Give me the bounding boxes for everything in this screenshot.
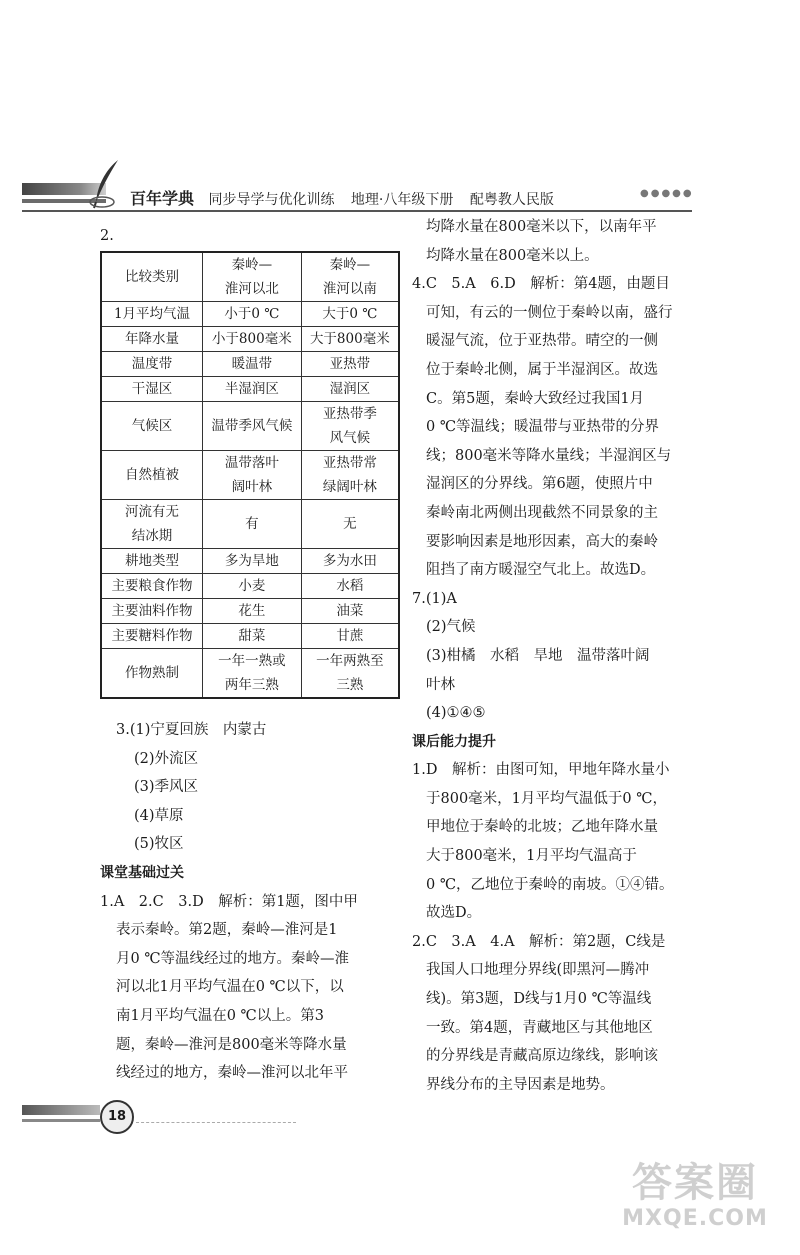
table-cell: 比较类别 bbox=[101, 252, 203, 302]
answer-line: 故选D。 bbox=[426, 905, 482, 922]
comparison-table bbox=[100, 251, 400, 699]
table-cell: 亚热带季 风气候 bbox=[301, 402, 399, 451]
answer-line: 均降水量在800毫米以下，以南年平 bbox=[426, 219, 657, 235]
table-cell: 甘蔗 bbox=[301, 624, 399, 649]
answer-line: (3)柑橘 水稻 旱地 温带落叶阔 bbox=[426, 647, 650, 664]
answer-line: C。第5题，秦岭大致经过我国1月 bbox=[426, 390, 645, 407]
question-3-answers bbox=[100, 716, 406, 1088]
table-row bbox=[101, 451, 399, 500]
watermark bbox=[610, 1160, 780, 1232]
table-row bbox=[101, 599, 399, 624]
answer-line: 南1月平均气温在0 ℃以上。第3 bbox=[116, 1007, 325, 1024]
table-cell: 有 bbox=[203, 500, 302, 549]
table-cell: 秦岭— 淮河以北 bbox=[203, 252, 302, 302]
answer-line: 一致。第4题，青藏地区与其他地区 bbox=[426, 1019, 653, 1036]
table-cell: 自然植被 bbox=[101, 451, 203, 500]
answer-line: 4.C 5.A 6.D 解析：第4题，由题目 bbox=[412, 276, 670, 293]
table-cell: 小麦 bbox=[203, 574, 302, 599]
section-heading-basic: 课堂基础过关 bbox=[100, 864, 184, 881]
table-cell: 温带落叶 阔叶林 bbox=[203, 451, 302, 500]
table-cell: 暖温带 bbox=[203, 352, 302, 377]
table-cell: 作物熟制 bbox=[101, 649, 203, 699]
answer-line: (4)①④⑤ bbox=[426, 705, 486, 722]
table-cell: 河流有无 结冰期 bbox=[101, 500, 203, 549]
table-cell: 小于0 ℃ bbox=[203, 302, 302, 327]
table-cell: 大于800毫米 bbox=[301, 327, 399, 352]
table-cell: 水稻 bbox=[301, 574, 399, 599]
answer-line: (5)牧区 bbox=[134, 836, 184, 853]
table-cell: 一年两熟至 三熟 bbox=[301, 649, 399, 699]
answer-line: 3.(1)宁夏回族 内蒙古 bbox=[116, 722, 267, 738]
answer-line: 阻挡了南方暖湿空气北上。故选D。 bbox=[426, 562, 656, 579]
table-header-row bbox=[101, 252, 399, 302]
table-cell: 亚热带常 绿阔叶林 bbox=[301, 451, 399, 500]
table-row bbox=[101, 327, 399, 352]
answer-line: 均降水量在800毫米以上。 bbox=[426, 247, 599, 264]
answer-line: 线；800毫米等降水量线；半湿润区与 bbox=[426, 447, 672, 464]
header-brand: 百年学典 bbox=[130, 189, 195, 208]
answer-line: 可知，有云的一侧位于秦岭以南，盛行 bbox=[426, 304, 673, 321]
table-cell: 甜菜 bbox=[203, 624, 302, 649]
answer-line: 0 ℃等温线；暖温带与亚热带的分界 bbox=[426, 419, 660, 436]
answer-line: 界线分布的主导因素是地势。 bbox=[426, 1076, 615, 1093]
answer-line: 1.D 解析：由图可知，甲地年降水量小 bbox=[412, 762, 670, 779]
table-row bbox=[101, 302, 399, 327]
table-cell: 主要粮食作物 bbox=[101, 574, 203, 599]
answer-line: 我国人口地理分界线(即黑河—腾冲 bbox=[426, 962, 650, 979]
answer-line: 2.C 3.A 4.A 解析：第2题，C线是 bbox=[412, 933, 666, 950]
table-cell: 大于0 ℃ bbox=[301, 302, 399, 327]
answer-line: 要影响因素是地形因素，高大的秦岭 bbox=[426, 533, 658, 550]
table-cell: 一年一熟或 两年三熟 bbox=[203, 649, 302, 699]
question-2-label: 2. bbox=[100, 228, 114, 244]
answer-line: (2)外流区 bbox=[134, 750, 199, 767]
table-cell: 1月平均气温 bbox=[101, 302, 203, 327]
answer-line: 1.A 2.C 3.D 解析：第1题，图中甲 bbox=[100, 893, 358, 910]
table-row bbox=[101, 377, 399, 402]
answer-line: 叶林 bbox=[426, 676, 455, 693]
header-edition: 配粤教人民版 bbox=[469, 192, 554, 208]
table-row bbox=[101, 574, 399, 599]
watermark-text: 答案圈 bbox=[632, 1160, 758, 1206]
table-cell: 湿润区 bbox=[301, 377, 399, 402]
table-cell: 花生 bbox=[203, 599, 302, 624]
table-row bbox=[101, 352, 399, 377]
table-row bbox=[101, 549, 399, 574]
answer-line: 暖湿气流，位于亚热带。晴空的一侧 bbox=[426, 333, 658, 350]
answer-line: 0 ℃，乙地位于秦岭的南坡。①④错。 bbox=[426, 876, 674, 893]
table-cell: 主要油料作物 bbox=[101, 599, 203, 624]
table-cell: 温度带 bbox=[101, 352, 203, 377]
answer-line: 线)。第3题，D线与1月0 ℃等温线 bbox=[426, 991, 652, 1008]
answer-line: 7.(1)A bbox=[412, 590, 457, 607]
table-cell: 主要糖料作物 bbox=[101, 624, 203, 649]
table-cell: 气候区 bbox=[101, 402, 203, 451]
answer-line: 的分界线是青藏高原边缘线，影响该 bbox=[426, 1048, 658, 1065]
table-cell: 亚热带 bbox=[301, 352, 399, 377]
answer-line: (3)季风区 bbox=[134, 779, 199, 796]
watermark-url: MXQE.COM bbox=[622, 1206, 768, 1231]
footer-dashed-rule bbox=[136, 1122, 296, 1123]
answer-line: 秦岭南北两侧出现截然不同景象的主 bbox=[426, 504, 658, 521]
answer-line: (2)气候 bbox=[426, 619, 476, 636]
answer-line: 题，秦岭—淮河是800毫米等降水量 bbox=[116, 1036, 347, 1053]
answer-line: 大于800毫米，1月平均气温高于 bbox=[426, 848, 637, 865]
answer-line: 月0 ℃等温线经过的地方。秦岭—淮 bbox=[116, 950, 350, 967]
footer-decor-bar bbox=[22, 1105, 100, 1115]
right-column bbox=[412, 213, 702, 1099]
table-cell: 多为水田 bbox=[301, 549, 399, 574]
quill-logo-icon bbox=[88, 158, 124, 214]
table-row bbox=[101, 402, 399, 451]
table-row bbox=[101, 649, 399, 699]
section-heading-advanced: 课后能力提升 bbox=[412, 733, 496, 750]
table-row bbox=[101, 500, 399, 549]
header-rule bbox=[22, 210, 692, 212]
header-subject: 地理·八年级下册 bbox=[350, 192, 454, 208]
table-cell: 秦岭— 淮河以南 bbox=[301, 252, 399, 302]
page-number: 18 bbox=[100, 1100, 134, 1134]
table-cell: 温带季风气候 bbox=[203, 402, 302, 451]
header-series: 同步导学与优化训练 bbox=[208, 192, 335, 208]
footer-decor-line bbox=[22, 1119, 100, 1122]
table-cell: 多为旱地 bbox=[203, 549, 302, 574]
table-row bbox=[101, 624, 399, 649]
table-cell: 无 bbox=[301, 500, 399, 549]
table-cell: 年降水量 bbox=[101, 327, 203, 352]
header-title bbox=[130, 186, 566, 209]
table-cell: 半湿润区 bbox=[203, 377, 302, 402]
answer-line: 湿润区的分界线。第6题，使照片中 bbox=[426, 476, 653, 493]
header-dots: ●●●●● bbox=[640, 188, 694, 199]
table-cell: 小于800毫米 bbox=[203, 327, 302, 352]
answer-line: 于800毫米，1月平均气温低于0 ℃， bbox=[426, 790, 667, 807]
table-cell: 干湿区 bbox=[101, 377, 203, 402]
answer-line: 甲地位于秦岭的北坡；乙地年降水量 bbox=[426, 819, 658, 836]
answer-line: 河以北1月平均气温在0 ℃以下，以 bbox=[116, 979, 344, 996]
table-cell: 耕地类型 bbox=[101, 549, 203, 574]
table-cell: 油菜 bbox=[301, 599, 399, 624]
answer-line: 线经过的地方，秦岭—淮河以北年平 bbox=[116, 1065, 348, 1082]
answer-line: 位于秦岭北侧，属于半湿润区。故选 bbox=[426, 361, 658, 378]
answer-line: (4)草原 bbox=[134, 807, 184, 824]
answer-line: 表示秦岭。第2题，秦岭—淮河是1 bbox=[116, 922, 338, 939]
